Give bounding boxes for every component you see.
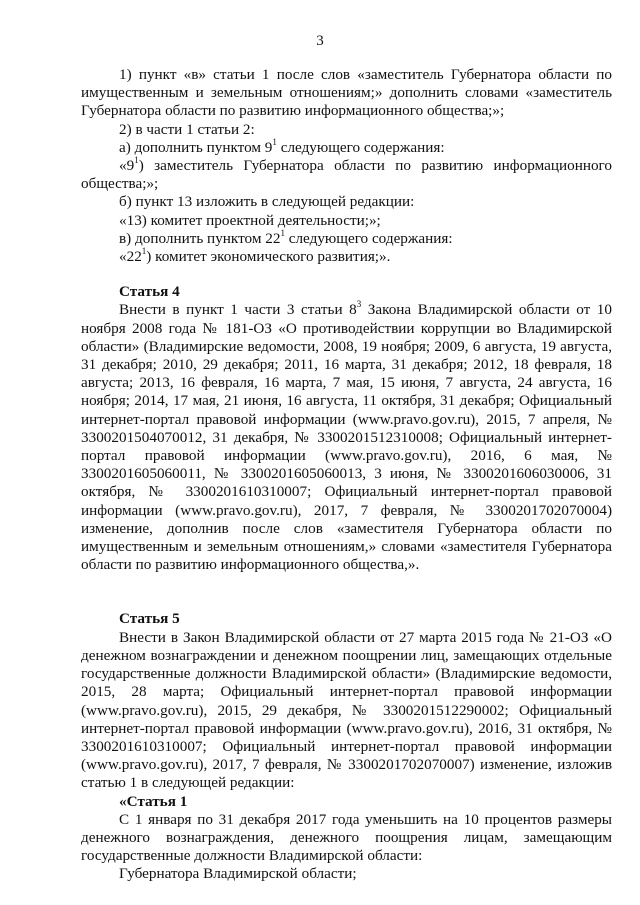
document-body (81, 66, 612, 884)
text-segment: следующего содержания: (276, 138, 445, 156)
text-segment: а) дополнить пунктом 9 (119, 138, 273, 156)
paragraph (81, 301, 612, 574)
text-segment: Статья 5 (119, 610, 180, 628)
text-segment: 2) в части 1 статьи 2: (119, 120, 255, 138)
article-heading (81, 283, 612, 301)
text-segment: «13) комитет проектной деятельности;»; (119, 211, 381, 229)
text-segment: Закона Владимирской области от 10 ноября 2008 года № 181-ОЗ «О противодействии коррупции во Владимирской области» (Владимирские ведомости, 2008, 19 ноября; 2009, 6 августа, 19 августа, 31 декабря; 2010, 29 декабря; 2011, 16 марта, 31 декабря; 2012, 18 февраля, 18 августа; 2013, 16 февраля, 16 марта, 7 мая, 15 июня, 7 августа, 24 августа, 16 ноября; 2014, 17 мая, 21 июня, 16 августа, 11 октября, 31 декабря; Официальный интернет-портал правовой информации (www.pravo.gov.ru), 2015, 7 апреля, № 3300201504070012, 31 декабря, № 3300201512310008; Официальный интернет-портал правовой информации (www.pravo.gov.ru), 2016, 6 мая, № 3300201605060011, № 3300201605060013, 3 июня, № 3300201606030006, 31 октября, № 3300201610310007; Официальный интернет-портал правовой информации (www.pravo.gov.ru), 2017, 7 февраля, № 3300201702070004) изменение, дополнив после слов «заместителя Губернатора области по имущественным и земельным отношениям,» словами «заместителя Губернатора области по развитию информационного общества,». (81, 301, 612, 574)
page-number: 3 (316, 33, 324, 49)
paragraph (81, 212, 612, 230)
text-segment: «9 (119, 157, 135, 175)
text-segment: «22 (119, 248, 142, 266)
article-heading (81, 793, 612, 811)
paragraph (81, 811, 612, 866)
paragraph (81, 66, 612, 121)
text-segment: Губернатора Владимирской области; (119, 865, 357, 883)
superscript: 1 (272, 136, 277, 147)
text-segment: С 1 января по 31 декабря 2017 года уменьшить на 10 процентов размеры денежного вознаграждения, денежного поощрения лицам, замещающим государственные должности Владимирской области: (81, 810, 612, 865)
paragraph (81, 227, 612, 248)
text-segment: ) комитет экономического развития;». (146, 248, 391, 266)
paragraph (81, 154, 612, 193)
text-segment: в) дополнить пунктом 22 (119, 229, 281, 247)
paragraph (81, 865, 612, 883)
paragraph (81, 245, 612, 266)
article-heading (81, 610, 612, 628)
paragraph (81, 193, 612, 211)
text-segment: б) пункт 13 изложить в следующей редакции: (119, 193, 415, 211)
paragraph (81, 629, 612, 793)
superscript: 1 (141, 245, 147, 256)
text-segment: 1) пункт «в» статьи 1 после слов «заместитель Губернатора области по имущественным и земельным отношениям;» дополнить словами «заместитель Губернатора области по развитию информационного общества;»; (81, 66, 612, 120)
text-segment: Статья 4 (119, 283, 180, 301)
text-segment: Внести в Закон Владимирской области от 27 марта 2015 года № 21-ОЗ «О денежном вознаграждении и денежном поощрении лиц, замещающих отдельные государственные должности Владимирской области» (Владимирские ведомости, 2015, 28 марта; Официальный интернет-портал правовой информации (www.pravo.gov.ru), 2015, 29 декабря, № 3300201512290002; Официальный интернет-портал правовой информации (www.pravo.gov.ru), 2016, 31 октября, № 3300201610310007; Официальный интернет-портал правовой информации (www.pravo.gov.ru), 2017, 7 февраля, № 3300201702070007) изменение, изложив статью 1 в следующей редакции: (81, 628, 612, 792)
superscript: 1 (280, 227, 285, 238)
text-segment: ) заместитель Губернатора области по развитию информационного общества;»; (81, 157, 612, 193)
paragraph (81, 136, 612, 157)
text-segment: «Статья 1 (119, 792, 188, 810)
text-segment: следующего содержания: (284, 229, 453, 247)
text-segment: Внести в пункт 1 части 3 статьи 8 (119, 301, 357, 319)
superscript: 3 (356, 299, 362, 310)
superscript: 1 (134, 154, 139, 165)
paragraph (81, 121, 612, 139)
